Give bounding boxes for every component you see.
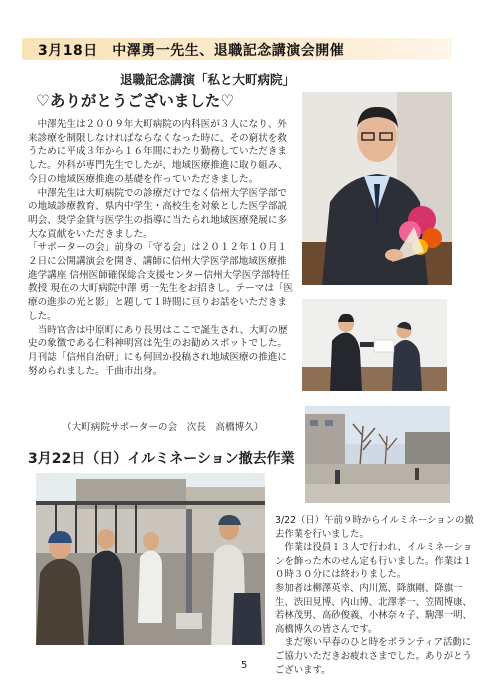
town-scene-photo: [305, 406, 450, 503]
section-title: 3月18日 中澤勇一先生、退職記念講演会開催: [38, 43, 345, 59]
illumination-body: [275, 514, 475, 677]
illumination-paragraph: 参加者は柳澤英幸、内川篤、降旗剛、降旗一生、渋田見博、内山博、北澤孝一、笠間博康、若林茂男、高砂俊義、小林奈々子、駒澤一明、高橋博久の皆さんです。: [275, 582, 472, 635]
portrait-photo: [302, 92, 452, 285]
illumination-paragraph: まだ寒い早春のひと時をボランティア活動にご協力いただきお疲れさまでした。ありがとうございます。: [275, 637, 472, 676]
illumination-paragraph: 3/22（日）午前９時からイルミネーションの撤去作業を行いました。: [275, 515, 474, 540]
illumination-paragraph: 作業は役員１３人で行われ、イルミネーションを飾った木のせん定も行いました。作業は１０時３０分には終わりました。: [275, 542, 473, 581]
illumination-heading: 3月22日（日）イルミネーション撤去作業: [28, 451, 295, 467]
workers-photo: [36, 473, 265, 645]
page-number: 5: [241, 660, 248, 671]
article-paragraph: 中澤先生は大町病院での診療だけでなく信州大学医学部での地域診療教育、県内中学生・高校生を対象とした医学部説明会、奨学金貸与医学生の指導に当たられ地域医療発展に多大な貢献をいただきました。: [28, 187, 288, 240]
lecture-subtitle: 退職記念講演「私と大町病院」: [120, 72, 296, 87]
article-signature: （大町病院サポーターの会 次長 高橋博久）: [62, 422, 264, 433]
presentation-photo: [302, 299, 447, 391]
article-paragraph: 中澤先生は２００９年大町病院の内科医が３人になり、外来診療を制限しなければならなくなった時に、その窮状を救うために平成３年から１６年間にわたり勤務していただきました。外科が専門先生でしたが、地域医療推進に取り組み、今日の地域医療推進の基礎を作っていただきました。: [28, 119, 288, 185]
article-paragraph: 当時官舎は中原町にあり長男はここで誕生され、大町の歴史の象徴である仁科神明宮は先生のお勧めスポットでした。月刊誌「信州自治研」にも何回か投稿され地域医療の推進に努められました。千曲市出身。: [28, 324, 288, 377]
article-body: [28, 118, 296, 378]
article-paragraph: 「サポーターの会」前身の「守る会」は２０１２年１０月１２日に公開講演会を開き、講師に信州大学医学部地域医療推進学講座 信州医師確保総合支援センター信州大学医学部特任教授 現在の大町病院中澤 勇一先生をお招きし、テーマは「医療の進歩の光と影」と題して１時間に亘りお話をいただきました。: [28, 242, 294, 322]
thanks-heading: ♡ありがとうございました♡: [36, 92, 235, 110]
